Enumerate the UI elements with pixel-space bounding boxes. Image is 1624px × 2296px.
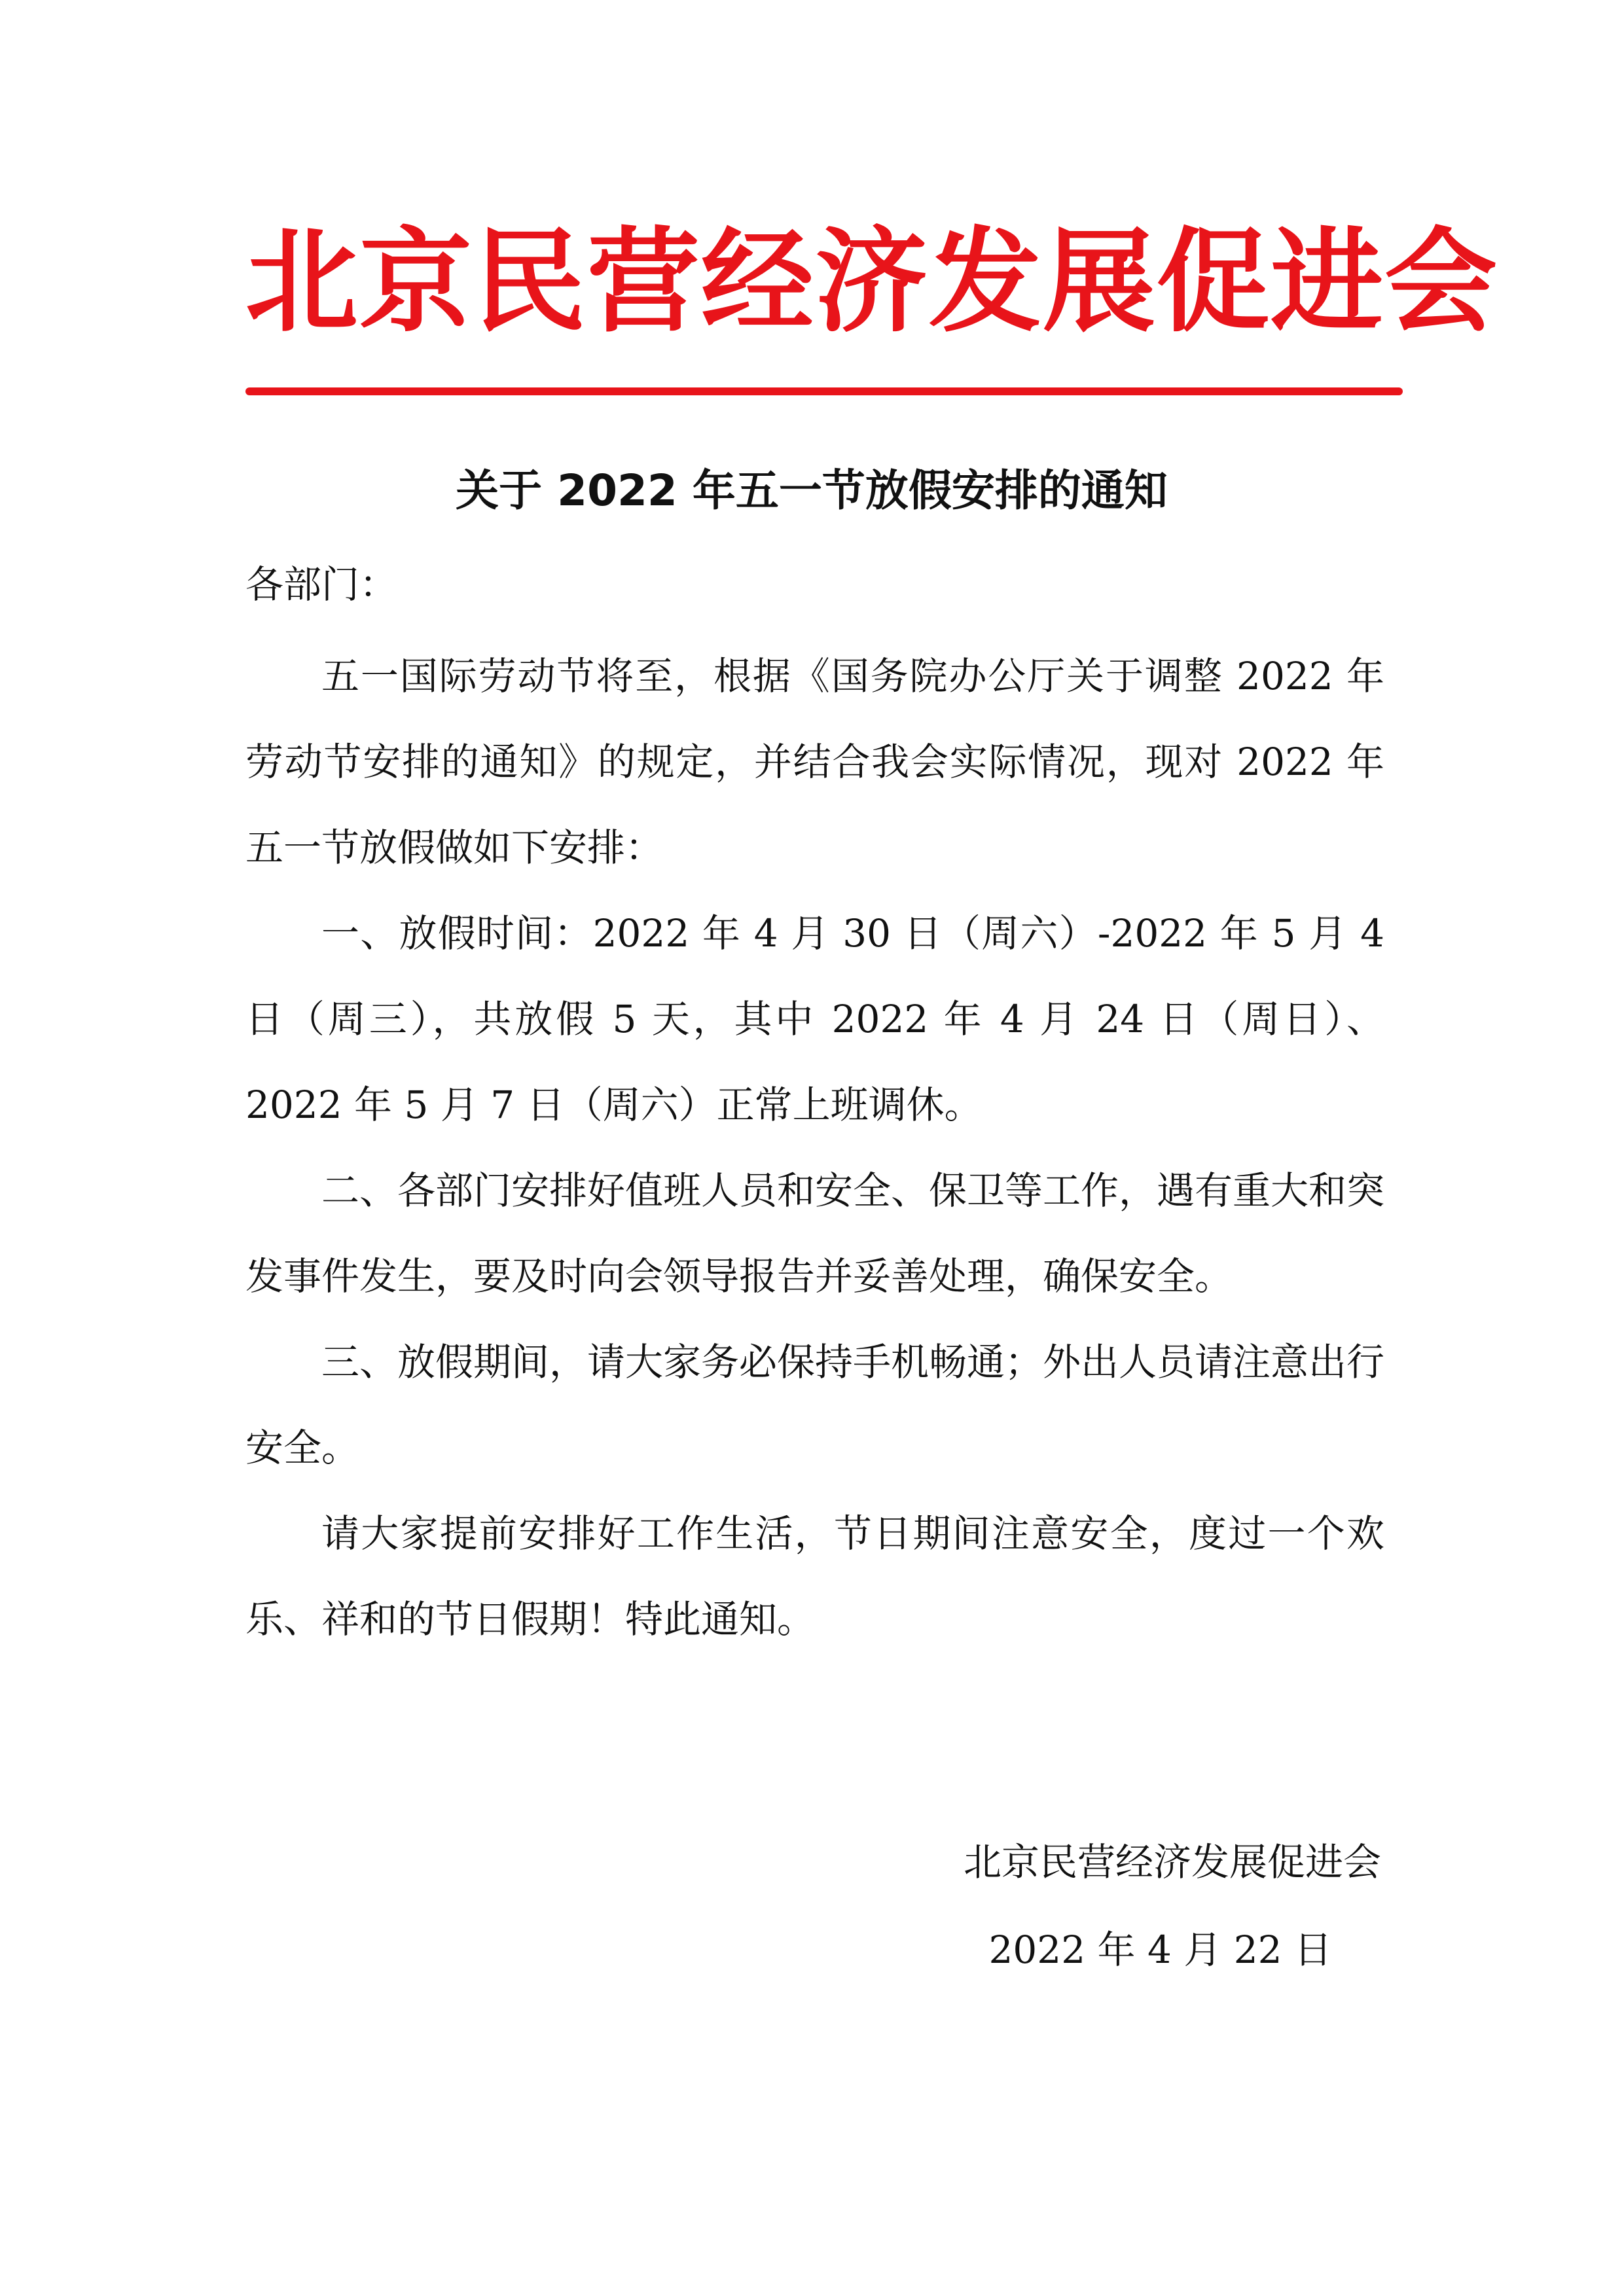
document-body: [245, 634, 1384, 1662]
paragraph-duty-arrangement: 二、各部门安排好值班人员和安全、保卫等工作，遇有重大和突发事件发生，要及时向会领导报告并妥善处理，确保安全。: [245, 1168, 1385, 1299]
letterhead-org-name: 北京民营经济发展促进会: [245, 215, 1498, 348]
signature-org: 北京民营经济发展促进会: [963, 1840, 1381, 1884]
salutation: 各部门：: [245, 562, 398, 607]
signature-date: 2022 年 4 月 22 日: [988, 1928, 1332, 1972]
signature-block: [956, 1833, 1381, 1979]
document-title: 关于 2022 年五一节放假安排的通知: [456, 465, 1168, 516]
letterhead-red-divider: [245, 387, 1403, 395]
paragraph-holiday-period: 一、放假时间：2022 年 4 月 30 日（周六）-2022 年 5 月 4 日（周三），共放假 5 天，其中 2022 年 4 月 24 日（周日）、2022 年 5 月 7 日（周六）正常上班调休。: [245, 911, 1384, 1127]
paragraph-closing: 请大家提前安排好工作生活，节日期间注意安全，度过一个欢乐、祥和的节日假期！特此通知。: [245, 1511, 1384, 1641]
paragraph-intro: 五一国际劳动节将至，根据《国务院办公厅关于调整 2022 年劳动节安排的通知》的规定，并结合我会实际情况，现对 2022 年五一节放假做如下安排：: [245, 654, 1384, 870]
paragraph-contact-safety: 三、放假期间，请大家务必保持手机畅通；外出人员请注意出行安全。: [245, 1340, 1385, 1470]
